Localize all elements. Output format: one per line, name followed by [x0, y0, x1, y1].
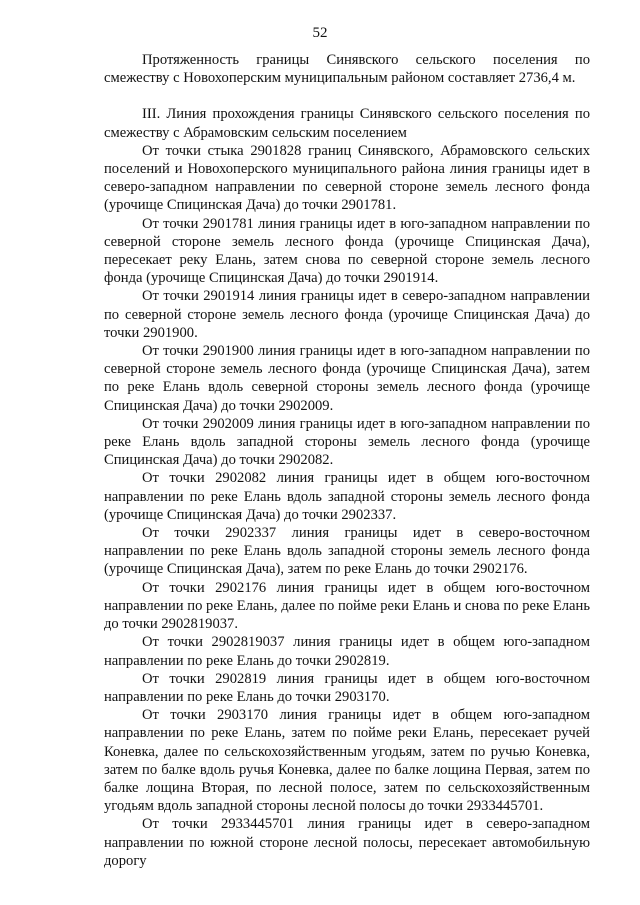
boundary-paragraph-2: От точки 2901781 линия границы идет в юго-западном направлении по северной стороне земель лесного фонда (урочище Спицинская Дача), пересекает реку Елань, затем снова по северной стороне земель лесного фонда (урочище Спицинская Дача) до точки 2901914. [104, 215, 590, 287]
intro-paragraph: Протяженность границы Синявского сельского поселения по смежеству с Новохоперским муниципальным районом составляет 2736,4 м. [104, 52, 590, 87]
boundary-paragraph-11: От точки 2903170 линия границы идет в общем юго-западном направлении по реке Елань, затем по пойме реки Елань, пересекает ручей Коневка, далее по сельскохозяйственным угодьям, затем по ручью Коневка, затем по балке вдоль ручья Коневка, далее по балке лощина Первая, затем по балке лощина Вторая, по лесной полосе, затем по сельскохозяйственным угодьям вдоль западной стороны лесной полосы до точки 2933445701. [104, 707, 590, 815]
section-heading: III. Линия прохождения границы Синявского сельского поселения по смежеству с Абрамовским сельским поселением [104, 106, 590, 141]
boundary-paragraph-10: От точки 2902819 линия границы идет в общем юго-восточном направлении по реке Елань до точки 2903170. [104, 670, 590, 705]
boundary-paragraph-6: От точки 2902082 линия границы идет в общем юго-восточном направлении по реке Елань вдоль западной стороны земель лесного фонда (урочище Спицинская Дача) до точки 2902337. [104, 470, 590, 523]
document-body [104, 51, 590, 870]
boundary-paragraph-4: От точки 2901900 линия границы идет в юго-западном направлении по северной стороне земель лесного фонда (урочище Спицинская Дача), затем по реке Елань вдоль северной стороны земель лесного фонда (урочище Спицинская Дача) до точки 2902009. [104, 343, 590, 414]
boundary-paragraph-3: От точки 2901914 линия границы идет в северо-западном направлении по северной стороне земель лесного фонда (урочище Спицинская Дача) до точки 2901900. [104, 288, 590, 341]
page-number: 52 [312, 25, 328, 41]
boundary-paragraph-12: От точки 2933445701 линия границы идет в северо-западном направлении по южной стороне лесной полосы, пересекает автомобильную дорогу [104, 816, 590, 869]
boundary-paragraph-1: От точки стыка 2901828 границ Синявского, Абрамовского сельских поселений и Новохоперского муниципального района линия границы идет в северо-западном направлении по северной стороне земель лесного фонда (урочище Спицинская Дача) до точки 2901781. [104, 142, 590, 214]
boundary-paragraph-9: От точки 2902819037 линия границы идет в общем юго-западном направлении по реке Елань до точки 2902819. [104, 634, 590, 669]
boundary-paragraph-5: От точки 2902009 линия границы идет в юго-западном направлении по реке Елань вдоль западной стороны земель лесного фонда (урочище Спицинская Дача) до точки 2902082. [104, 415, 590, 469]
boundary-paragraph-8: От точки 2902176 линия границы идет в общем юго-восточном направлении по реке Елань, далее по пойме реки Елань и снова по реке Елань до точки 2902819037. [104, 579, 590, 633]
boundary-paragraph-7: От точки 2902337 линия границы идет в северо-восточном направлении по реке Елань вдоль западной стороны земель лесного фонда (урочище Спицинская Дача), затем по реке Елань до точки 2902176. [104, 525, 590, 578]
